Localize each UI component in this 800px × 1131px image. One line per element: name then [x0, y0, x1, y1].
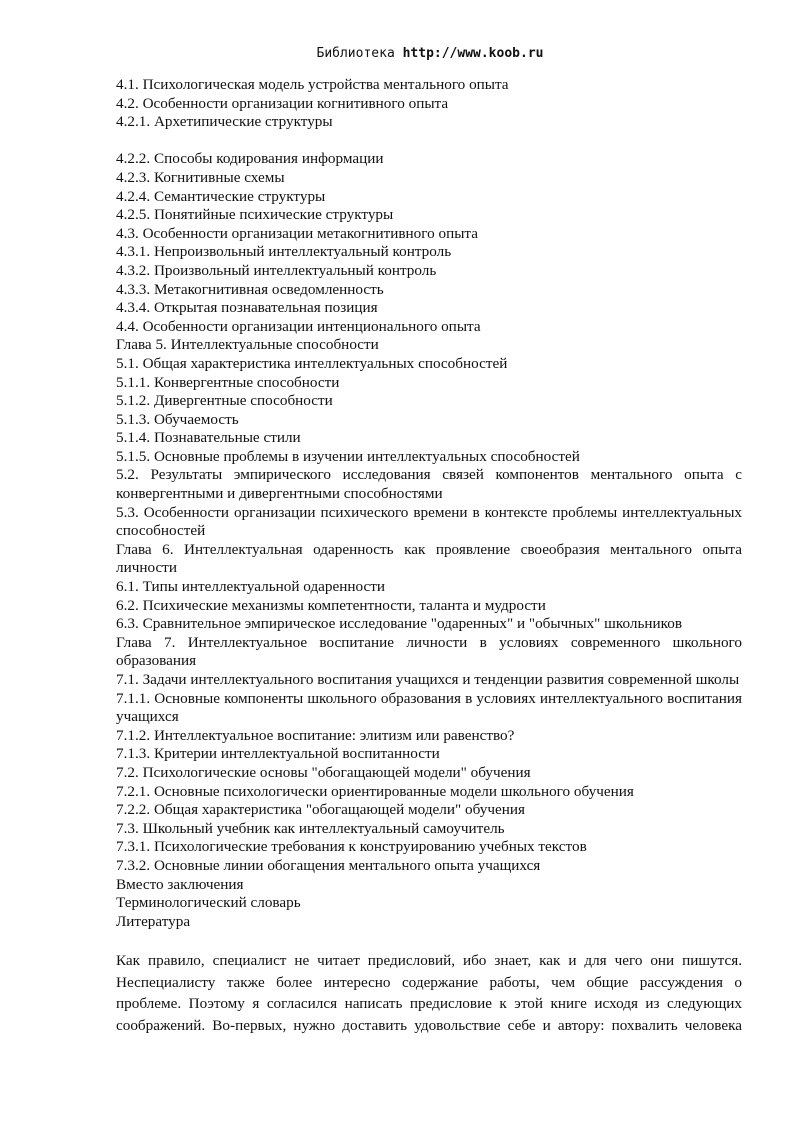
toc-entry: 4.2. Особенности организации когнитивного опыта: [116, 94, 449, 112]
toc-entry: 4.3.3. Метакогнитивная осведомленность: [116, 280, 384, 298]
toc-entry: 7.3.2. Основные линии обогащения ментального опыта учащихся: [116, 856, 541, 874]
toc-entry: Глава 5. Интеллектуальные способности: [116, 336, 379, 354]
toc-entry: 5.1.5. Основные проблемы в изучении интеллектуальных способностей: [116, 447, 580, 465]
header-url: http://www.koob.ru: [402, 46, 544, 61]
header-library-label: Библиотека: [316, 46, 403, 61]
toc-entry: 5.1.2. Дивергентные способности: [116, 392, 333, 410]
page-header: [0, 46, 800, 61]
toc-entry: 4.3.2. Произвольный интеллектуальный контроль: [116, 261, 437, 279]
toc-entry: Глава 7. Интеллектуальное воспитание личности в условиях современного школьного образования: [116, 633, 742, 670]
toc-entry: 6.1. Типы интеллектуальной одаренности: [116, 578, 385, 596]
toc-entry: Литература: [116, 912, 191, 930]
toc-entry: 4.3.1. Непроизвольный интеллектуальный контроль: [116, 243, 452, 261]
table-of-contents-part-1: [116, 76, 742, 132]
toc-entry: 7.3. Школьный учебник как интеллектуальный самоучитель: [116, 819, 505, 837]
toc-entry: 6.3. Сравнительное эмпирическое исследование "одаренных" и "обычных" школьников: [116, 615, 682, 633]
toc-entry: 7.1.1. Основные компоненты школьного образования в условиях интеллектуального воспитания учащихся: [116, 689, 742, 726]
toc-entry: Глава 6. Интеллектуальная одаренность как проявление своеобразия ментального опыта личности: [116, 540, 742, 577]
blank-line: [116, 132, 742, 151]
toc-entry: 7.2. Психологические основы "обогащающей модели" обучения: [116, 763, 531, 781]
toc-entry: 4.1. Психологическая модель устройства ментального опыта: [116, 76, 509, 93]
preface-paragraph: Как правило, специалист не читает предисловий, ибо знает, как и для чего они пишутся. Неспециалисту также более интересно содержание работы, чем общие рассуждения о проблеме. Поэтому я согласился написать предисловие к этой книге исходя из следующих соображений. Во-первых, нужно доставить удовольствие себе и автору: похвалить человека: [116, 951, 742, 1034]
toc-entry: Терминологический словарь: [116, 894, 301, 912]
toc-entry: 4.4. Особенности организации интенционального опыта: [116, 317, 481, 335]
toc-entry: 4.3.4. Открытая познавательная позиция: [116, 299, 378, 317]
toc-entry: 5.2. Результаты эмпирического исследования связей компонентов ментального опыта с конвергентными и дивергентными способностями: [116, 466, 742, 503]
toc-entry: Вместо заключения: [116, 875, 244, 893]
toc-entry: 7.2.2. Общая характеристика "обогащающей модели" обучения: [116, 801, 525, 819]
toc-entry: 7.1.3. Критерии интеллектуальной воспитанности: [116, 745, 440, 763]
toc-entry: 7.3.1. Психологические требования к конструированию учебных текстов: [116, 838, 587, 856]
toc-entry: 7.1. Задачи интеллектуального воспитания учащихся и тенденции развития современной школы: [116, 671, 740, 688]
toc-entry: 5.1.1. Конвергентные способности: [116, 373, 340, 391]
toc-entry: 4.2.2. Способы кодирования информации: [116, 150, 384, 168]
toc-entry: 5.1.4. Познавательные стили: [116, 429, 301, 447]
toc-entry: 5.3. Особенности организации психического времени в контексте проблемы интеллектуальных способностей: [116, 503, 742, 540]
toc-entry: 7.2.1. Основные психологически ориентированные модели школьного обучения: [116, 782, 634, 800]
toc-entry: 4.2.4. Семантические структуры: [116, 187, 326, 205]
toc-entry: 4.2.3. Когнитивные схемы: [116, 168, 285, 186]
toc-entry: 4.3. Особенности организации метакогнитивного опыта: [116, 224, 479, 242]
document-body: [116, 76, 742, 1036]
toc-entry: 6.2. Психические механизмы компетентности, таланта и мудрости: [116, 596, 546, 614]
toc-entry: 5.1. Общая характеристика интеллектуальных способностей: [116, 354, 508, 372]
table-of-contents-part-2: [116, 150, 742, 931]
toc-entry: 7.1.2. Интеллектуальное воспитание: элитизм или равенство?: [116, 726, 515, 744]
toc-entry: 5.1.3. Обучаемость: [116, 410, 239, 428]
toc-entry: 4.2.5. Понятийные психические структуры: [116, 206, 394, 224]
toc-entry: 4.2.1. Архетипические структуры: [116, 113, 333, 131]
